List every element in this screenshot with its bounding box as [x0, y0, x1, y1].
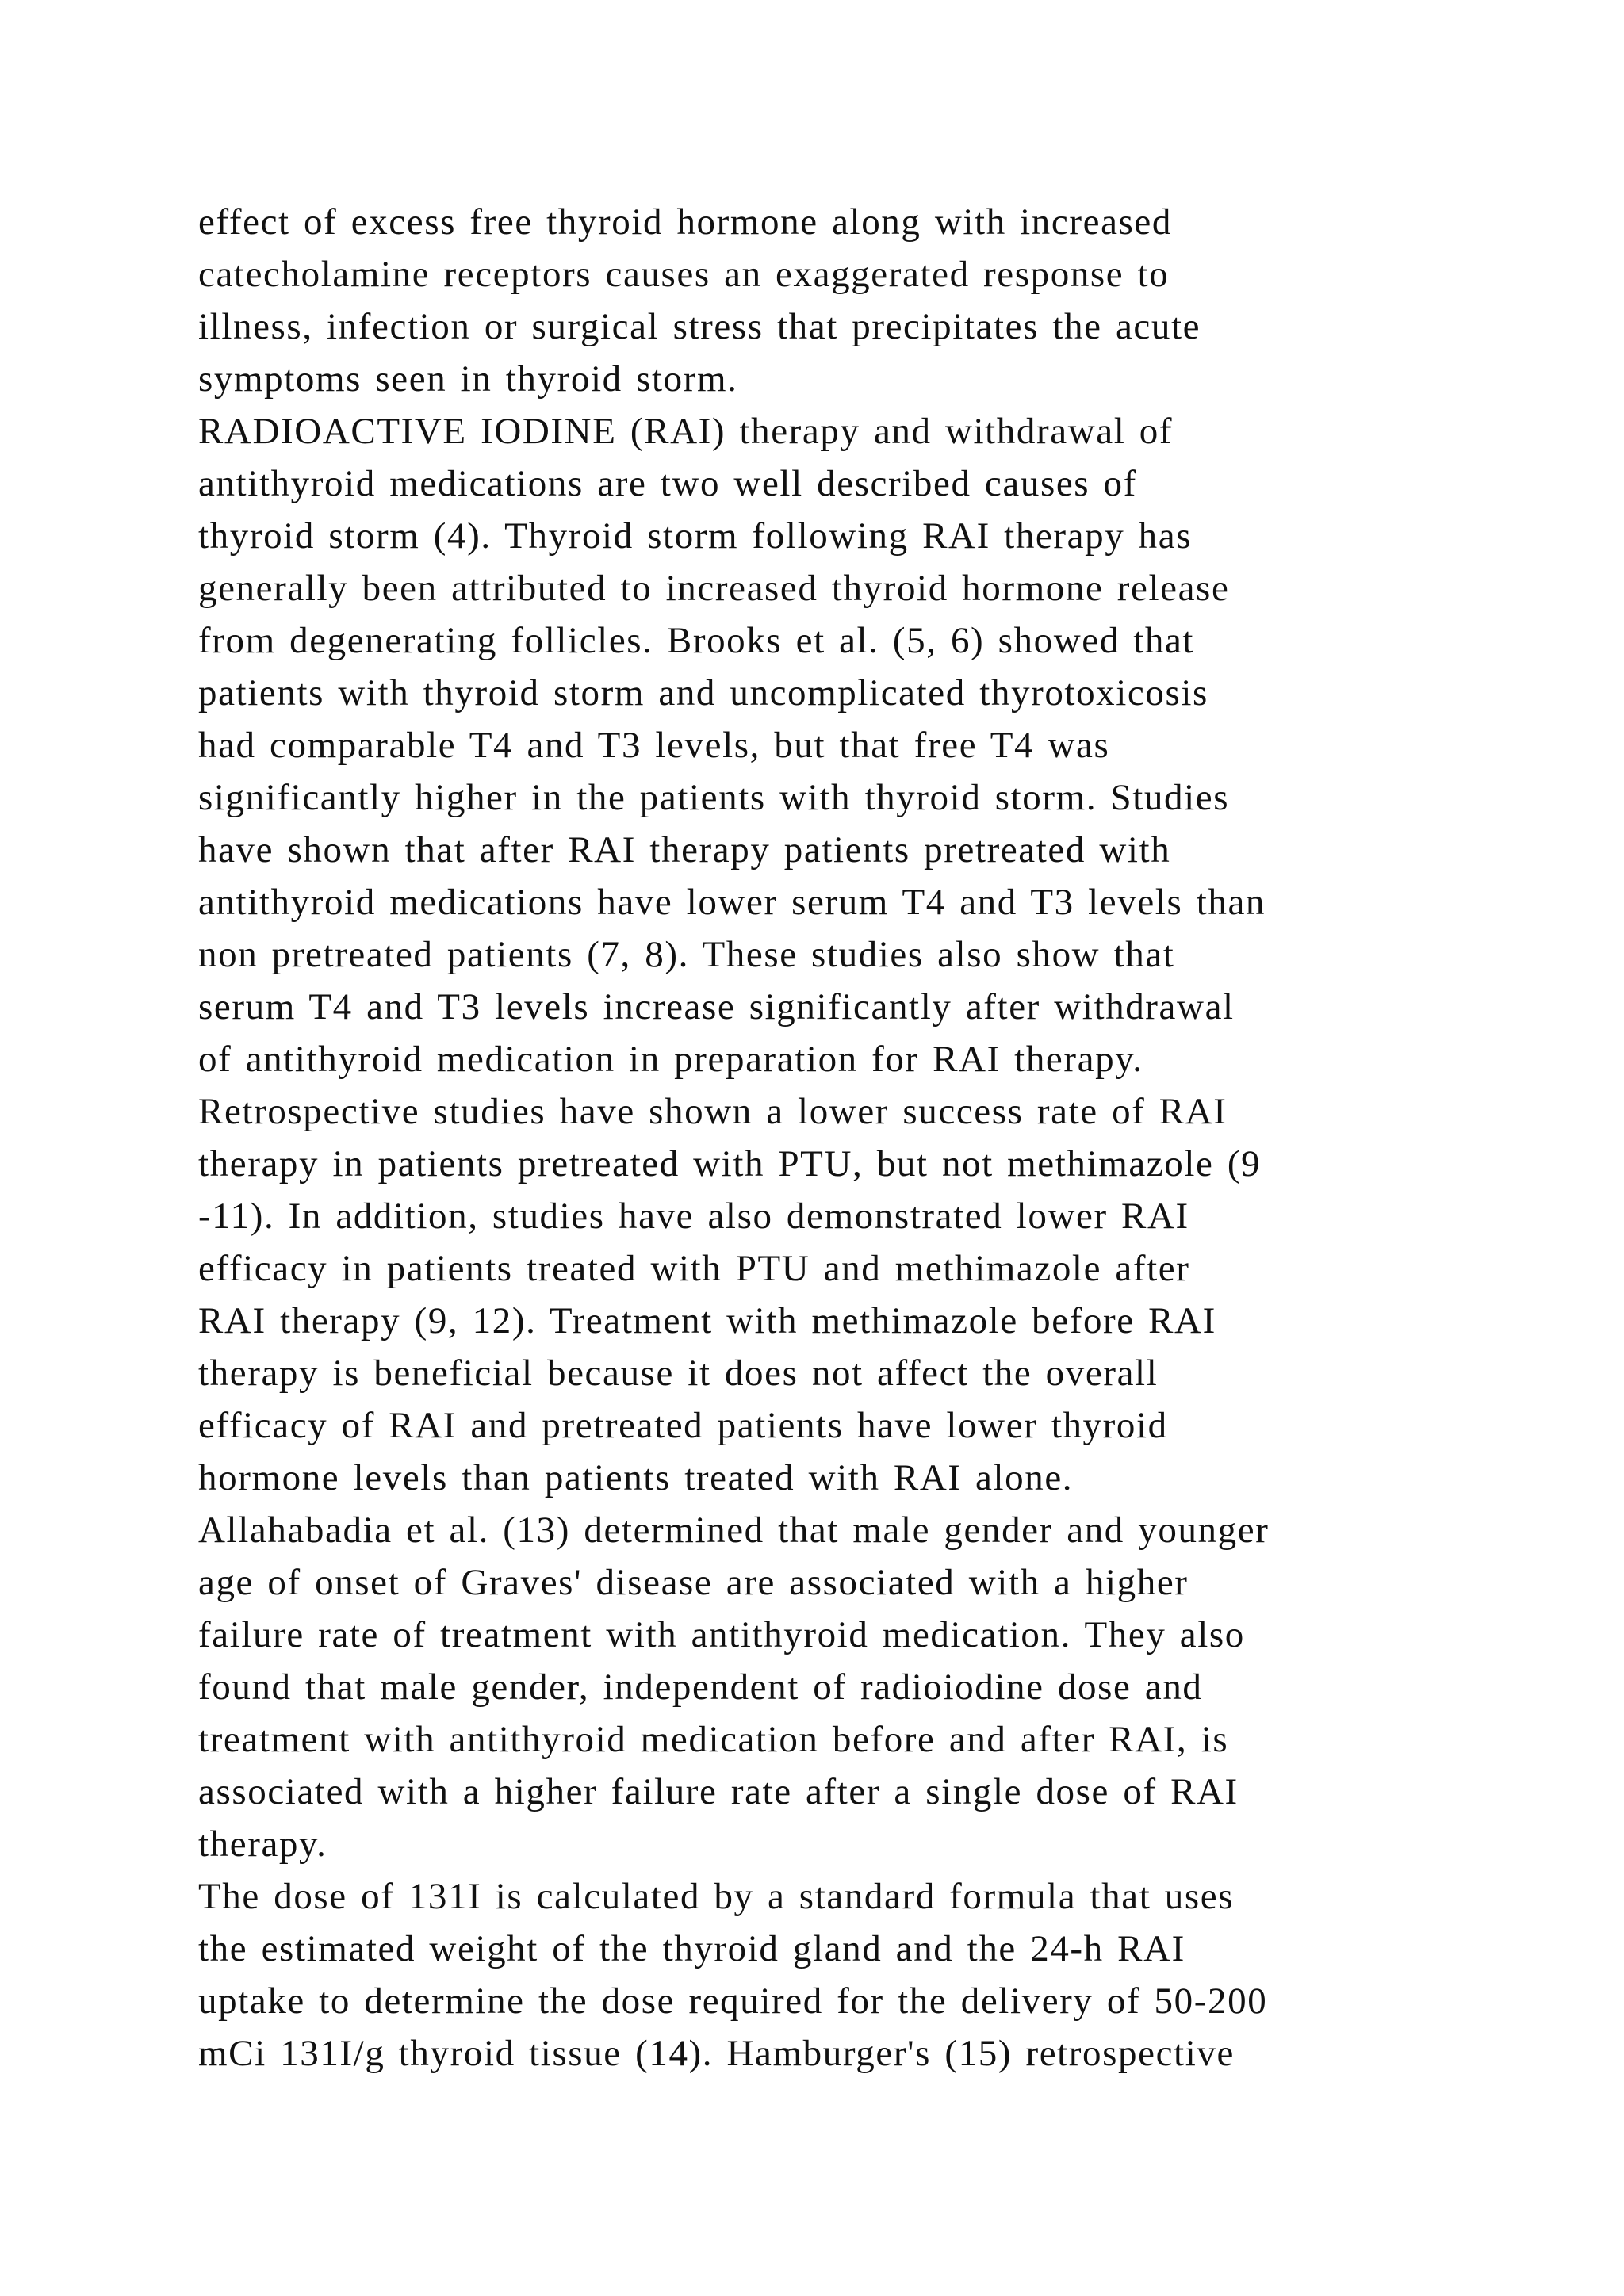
- text-line: Allahabadia et al. (13) determined that male gender and younger: [198, 1510, 1270, 1551]
- text-line: treatment with antithyroid medication before and after RAI, is: [198, 1719, 1229, 1760]
- text-line: associated with a higher failure rate after a single dose of RAI: [198, 1771, 1239, 1812]
- text-line: have shown that after RAI therapy patients pretreated with: [198, 829, 1171, 871]
- text-line: therapy is beneficial because it does not affect the overall: [198, 1353, 1159, 1394]
- text-line: The dose of 131I is calculated by a standard formula that uses: [198, 1876, 1235, 1917]
- text-line: failure rate of treatment with antithyroid medication. They also: [198, 1614, 1245, 1655]
- text-line: found that male gender, independent of radioiodine dose and: [198, 1667, 1203, 1708]
- text-line: -11). In addition, studies have also demonstrated lower RAI: [198, 1196, 1189, 1237]
- text-line: catecholamine receptors causes an exaggerated response to: [198, 254, 1170, 295]
- text-line: therapy in patients pretreated with PTU, but not methimazole (9: [198, 1143, 1262, 1184]
- text-line: non pretreated patients (7, 8). These studies also show that: [198, 934, 1175, 975]
- text-line: of antithyroid medication in preparation for RAI therapy.: [198, 1039, 1143, 1080]
- text-line: efficacy of RAI and pretreated patients have lower thyroid: [198, 1405, 1168, 1446]
- text-line: age of onset of Graves' disease are associated with a higher: [198, 1562, 1189, 1603]
- text-line: mCi 131I/g thyroid tissue (14). Hamburger's (15) retrospective: [198, 2033, 1235, 2074]
- text-line: significantly higher in the patients with thyroid storm. Studies: [198, 777, 1230, 818]
- text-line: patients with thyroid storm and uncomplicated thyrotoxicosis: [198, 672, 1208, 714]
- text-line: therapy.: [198, 1823, 327, 1865]
- text-line: uptake to determine the dose required for the delivery of 50-200: [198, 1980, 1268, 2022]
- text-line: from degenerating follicles. Brooks et al. (5, 6) showed that: [198, 620, 1195, 661]
- text-line: generally been attributed to increased thyroid hormone release: [198, 568, 1230, 609]
- text-line: antithyroid medications are two well described causes of: [198, 463, 1137, 504]
- text-line: thyroid storm (4). Thyroid storm following RAI therapy has: [198, 515, 1193, 557]
- text-line: efficacy in patients treated with PTU and methimazole after: [198, 1248, 1190, 1289]
- text-line: the estimated weight of the thyroid gland and the 24-h RAI: [198, 1928, 1185, 1969]
- text-line: effect of excess free thyroid hormone along with increased: [198, 201, 1172, 243]
- text-line: serum T4 and T3 levels increase significantly after withdrawal: [198, 986, 1235, 1027]
- text-line: RADIOACTIVE IODINE (RAI) therapy and withdrawal of: [198, 411, 1174, 452]
- text-line: antithyroid medications have lower serum T4 and T3 levels than: [198, 882, 1266, 923]
- body-text: [198, 196, 1507, 2080]
- text-line: hormone levels than patients treated with RAI alone.: [198, 1457, 1074, 1498]
- text-line: RAI therapy (9, 12). Treatment with methimazole before RAI: [198, 1300, 1216, 1341]
- text-line: symptoms seen in thyroid storm.: [198, 358, 738, 400]
- text-line: illness, infection or surgical stress that precipitates the acute: [198, 306, 1201, 347]
- text-line: had comparable T4 and T3 levels, but that free T4 was: [198, 725, 1110, 766]
- text-line: Retrospective studies have shown a lower success rate of RAI: [198, 1091, 1228, 1132]
